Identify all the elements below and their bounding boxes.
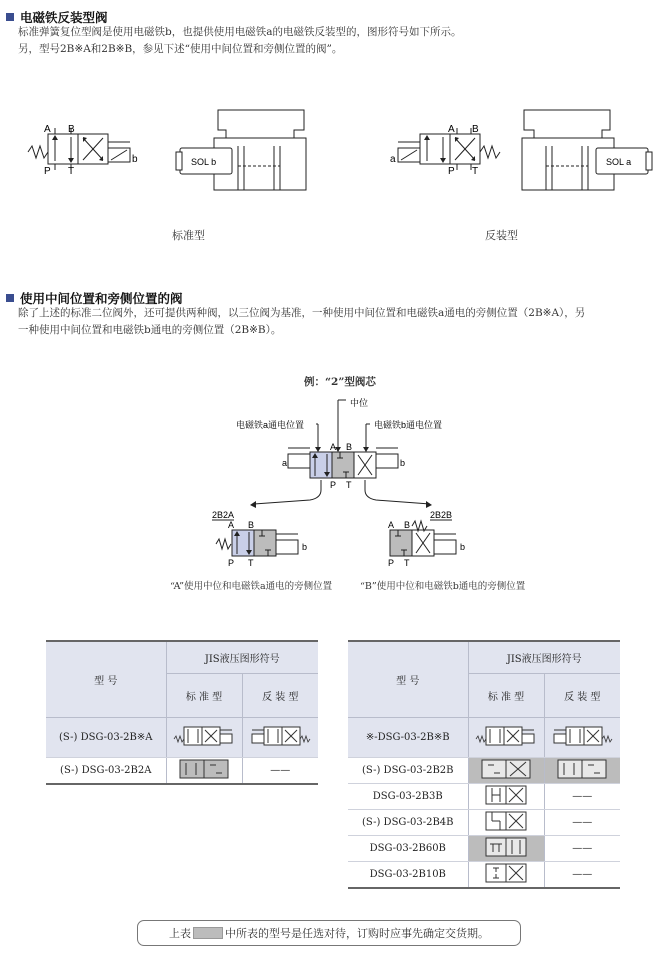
symbol-cell-standard [468, 861, 544, 888]
bullet-square-icon [6, 13, 14, 21]
center-label: 中位 [350, 398, 369, 408]
section1-line1: 标准弹簧复位型阀是使用电磁铁b，也提供使用电磁铁a的电磁铁反装型的，图形符号如下所示。 [18, 26, 462, 38]
col-standard-header: 标 准 型 [468, 673, 544, 717]
port-p-label: P [388, 558, 395, 568]
valve-symbol-icon [172, 719, 236, 753]
port-a-label: A [44, 124, 51, 135]
symbol-cell-standard [166, 717, 242, 757]
model-cell: DSG-03-2B10B [348, 861, 468, 888]
valve-symbol-icon [248, 719, 312, 753]
col-reverse-header: 反 装 型 [242, 673, 318, 717]
col-model-header: 型 号 [46, 641, 166, 717]
reverse-valve-drawing [520, 108, 660, 193]
table-row [348, 757, 620, 783]
reverse-cell: —— [544, 783, 620, 809]
caption-reverse: 反装型 [485, 229, 518, 242]
reverse-cell: —— [544, 835, 620, 861]
port-b-label: B [68, 124, 75, 135]
model-cell: (S-) DSG-03-2B※A [46, 717, 166, 757]
valve-symbol-icon [478, 810, 534, 832]
footnote-box [137, 920, 521, 946]
model-cell: (S-) DSG-03-2B2A [46, 757, 166, 784]
solenoid-a-label: a [390, 154, 396, 165]
table-row [348, 861, 620, 888]
note-text-after: 中所表的型号是任选对待，订购时应事先确定交货期。 [225, 927, 489, 940]
port-t-label: T [248, 558, 254, 568]
sol-a-label: SOL a [606, 157, 632, 167]
solenoid-b-label: b [302, 542, 308, 552]
port-p-label: P [44, 166, 51, 177]
model-cell: (S-) DSG-03-2B2B [348, 757, 468, 783]
reverse-cell: —— [544, 861, 620, 888]
symbol-cell-standard [468, 717, 544, 757]
model-cell: DSG-03-2B60B [348, 835, 468, 861]
symbol-cell-reverse [242, 717, 318, 757]
section1-description [18, 24, 658, 58]
label-2b2b: 2B2B [430, 510, 453, 520]
table-row [348, 835, 620, 861]
table-row [348, 717, 620, 757]
table-right [348, 640, 620, 889]
col-jis-header: JIS液压图形符号 [166, 641, 318, 673]
port-p-label: P [448, 166, 455, 177]
example-title: 例：“2”型阀芯 [304, 376, 376, 388]
solenoid-b-label: b [400, 458, 406, 468]
solenoid-b-label: b [132, 154, 138, 165]
port-a-label: A [330, 442, 337, 452]
port-t-label: T [472, 166, 479, 177]
spool-example-diagram [190, 392, 570, 592]
port-a-label: A [228, 520, 235, 530]
port-b-label: B [248, 520, 255, 530]
table-row [46, 717, 318, 757]
port-p-label: P [228, 558, 235, 568]
section2-line2: 一种使用中间位置和电磁铁b通电的旁侧位置（2B※B）。 [18, 324, 282, 336]
port-t-label: T [68, 166, 75, 177]
section-title-text: 电磁铁反装型阀 [20, 10, 108, 25]
valve-symbol-icon [478, 836, 534, 858]
table-row [46, 757, 318, 784]
symbol-cell-standard [166, 757, 242, 784]
port-a-label: A [388, 520, 395, 530]
standard-valve-drawing [176, 108, 316, 193]
sol-b-position-label: 电磁铁b通电位置 [374, 420, 443, 430]
caption-a: “A”使用中位和电磁铁a通电的旁侧位置 [170, 581, 333, 592]
section2-line1: 除了上述的标准二位阀外，还可提供两种阀，以三位阀为基准，一种使用中间位置和电磁铁a通电的旁侧位置（2B※A），另 [18, 307, 586, 319]
caption-b: “B”使用中位和电磁铁b通电的旁侧位置 [360, 581, 526, 592]
port-b-label: B [472, 124, 479, 135]
valve-symbol-icon [554, 758, 610, 780]
valve-symbol-icon [478, 784, 534, 806]
port-b-label: B [346, 442, 353, 452]
section-title-text: 使用中间位置和旁侧位置的阀 [20, 291, 183, 306]
section2-description [18, 305, 658, 339]
sol-a-position-label: 电磁铁a通电位置 [236, 420, 305, 430]
symbol-cell-standard [468, 809, 544, 835]
col-jis-header: JIS液压图形符号 [468, 641, 620, 673]
label-2b2a: 2B2A [212, 510, 235, 520]
port-a-label: A [448, 124, 455, 135]
gray-swatch [193, 927, 223, 939]
reverse-cell: —— [242, 757, 318, 784]
col-standard-header: 标 准 型 [166, 673, 242, 717]
model-cell: (S-) DSG-03-2B4B [348, 809, 468, 835]
table-left [46, 640, 318, 785]
symbol-cell-reverse [544, 717, 620, 757]
sol-b-label: SOL b [191, 157, 217, 167]
model-cell: DSG-03-2B3B [348, 783, 468, 809]
note-text-before: 上表 [169, 927, 191, 940]
symbol-cell-reverse [544, 757, 620, 783]
valve-symbol-icon [176, 758, 232, 780]
port-p-label: P [330, 480, 337, 490]
valve-symbol-icon [474, 719, 538, 753]
reverse-type-symbol [388, 124, 508, 179]
model-cell: ※-DSG-03-2B※B [348, 717, 468, 757]
col-reverse-header: 反 装 型 [544, 673, 620, 717]
section1-line2: 另，型号2B※A和2B※B，参见下述“使用中间位置和旁侧位置的阀”。 [18, 43, 343, 55]
symbol-cell-standard [468, 835, 544, 861]
port-t-label: T [404, 558, 410, 568]
table-row [348, 783, 620, 809]
valve-symbol-icon [478, 758, 534, 780]
col-model-header: 型 号 [348, 641, 468, 717]
reverse-cell: —— [544, 809, 620, 835]
valve-symbol-icon [550, 719, 614, 753]
symbol-cell-standard [468, 783, 544, 809]
port-t-label: T [346, 480, 352, 490]
bullet-square-icon [6, 294, 14, 302]
solenoid-b-label: b [460, 542, 466, 552]
table-row [348, 809, 620, 835]
standard-type-symbol [28, 124, 148, 179]
caption-standard: 标准型 [172, 229, 205, 242]
valve-symbol-icon [478, 862, 534, 884]
solenoid-a-label: a [282, 458, 288, 468]
symbol-cell-standard [468, 757, 544, 783]
port-b-label: B [404, 520, 411, 530]
